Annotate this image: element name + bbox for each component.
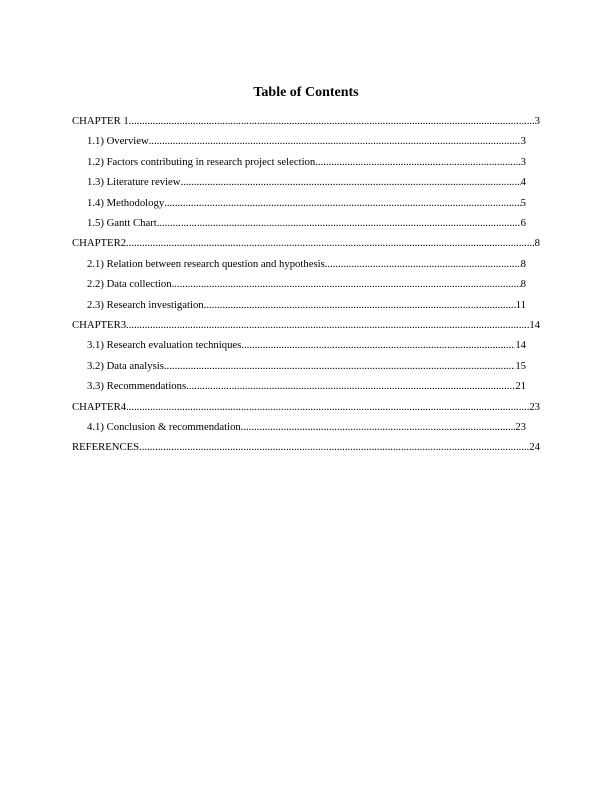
toc-entry-label: 3.1) Research evaluation techniques bbox=[87, 339, 242, 351]
toc-leader bbox=[129, 114, 535, 128]
toc-entry-methodology[interactable] bbox=[87, 196, 526, 210]
toc-page-number: 3 bbox=[520, 135, 526, 147]
toc-entry-research-investigation[interactable] bbox=[87, 298, 526, 312]
toc-entry-chapter-4[interactable] bbox=[72, 400, 540, 414]
toc-leader bbox=[241, 420, 516, 434]
toc-leader bbox=[126, 318, 529, 332]
toc-page-number: 23 bbox=[515, 421, 526, 433]
toc-page-number: 6 bbox=[520, 217, 526, 229]
toc-leader bbox=[139, 440, 529, 454]
toc-page-number: 23 bbox=[529, 401, 540, 413]
toc-entry-label: CHAPTER3 bbox=[72, 319, 127, 331]
toc-entry-factors[interactable] bbox=[87, 155, 526, 169]
toc-leader bbox=[241, 338, 515, 352]
toc-page-number: 8 bbox=[534, 237, 540, 249]
toc-page-number: 3 bbox=[520, 156, 526, 168]
toc-leader bbox=[126, 236, 535, 250]
toc-entry-conclusion[interactable] bbox=[87, 420, 526, 434]
toc-entry-label: CHAPTER2 bbox=[72, 237, 127, 249]
toc-entry-recommendations[interactable] bbox=[87, 379, 526, 393]
toc-page-number: 14 bbox=[529, 319, 540, 331]
toc-leader bbox=[164, 196, 520, 210]
toc-page-number: 8 bbox=[520, 258, 526, 270]
toc-entry-references[interactable] bbox=[72, 440, 540, 454]
toc-entry-label: CHAPTER4 bbox=[72, 401, 127, 413]
toc-page-number: 21 bbox=[515, 380, 526, 392]
toc-page-number: 14 bbox=[515, 339, 526, 351]
toc-leader bbox=[126, 400, 529, 414]
toc-leader bbox=[186, 379, 515, 393]
toc-entry-label: 2.1) Relation between research question and hypothesis bbox=[87, 258, 325, 270]
toc-leader bbox=[157, 216, 521, 230]
toc-page-number: 8 bbox=[520, 278, 526, 290]
toc-page-number: 11 bbox=[515, 299, 526, 311]
toc-title: Table of Contents bbox=[253, 85, 359, 100]
toc-entry-evaluation-techniques[interactable] bbox=[87, 338, 526, 352]
toc-leader bbox=[180, 175, 520, 189]
toc-entry-label: 1.1) Overview bbox=[87, 135, 149, 147]
toc-entry-label: 1.4) Methodology bbox=[87, 197, 165, 209]
toc-entry-relation[interactable] bbox=[87, 257, 526, 271]
toc-entry-label: 2.2) Data collection bbox=[87, 278, 172, 290]
toc-entry-label: 4.1) Conclusion & recommendation bbox=[87, 421, 241, 433]
toc-leader bbox=[164, 359, 515, 373]
toc-page-number: 24 bbox=[529, 441, 540, 453]
toc-entry-data-analysis[interactable] bbox=[87, 359, 526, 373]
toc-page-number: 4 bbox=[520, 176, 526, 188]
toc-page-number: 5 bbox=[520, 197, 526, 209]
toc-entry-overview[interactable] bbox=[87, 134, 526, 148]
toc-entry-label: 2.3) Research investigation bbox=[87, 299, 204, 311]
toc-entry-label: 1.3) Literature review bbox=[87, 176, 181, 188]
toc-leader bbox=[204, 298, 516, 312]
toc-entry-data-collection[interactable] bbox=[87, 277, 526, 291]
toc-entry-chapter-1[interactable] bbox=[72, 114, 540, 128]
toc-leader bbox=[172, 277, 521, 291]
toc-entry-label: 1.5) Gantt Chart bbox=[87, 217, 157, 229]
toc-entry-label: CHAPTER 1 bbox=[72, 115, 129, 127]
toc-entry-label: 1.2) Factors contributing in research project selection bbox=[87, 156, 316, 168]
toc-entry-gantt-chart[interactable] bbox=[87, 216, 526, 230]
toc-entry-chapter-3[interactable] bbox=[72, 318, 540, 332]
toc-entry-label: REFERENCES bbox=[72, 441, 140, 453]
toc-leader bbox=[149, 134, 521, 148]
toc-page-number: 3 bbox=[534, 115, 540, 127]
toc-entry-literature-review[interactable] bbox=[87, 175, 526, 189]
toc-leader bbox=[315, 155, 520, 169]
toc-page-number: 15 bbox=[515, 360, 526, 372]
toc-leader bbox=[325, 257, 521, 271]
toc-entry-chapter-2[interactable] bbox=[72, 236, 540, 250]
toc-entry-label: 3.3) Recommendations bbox=[87, 380, 187, 392]
toc-entry-label: 3.2) Data analysis bbox=[87, 360, 164, 372]
